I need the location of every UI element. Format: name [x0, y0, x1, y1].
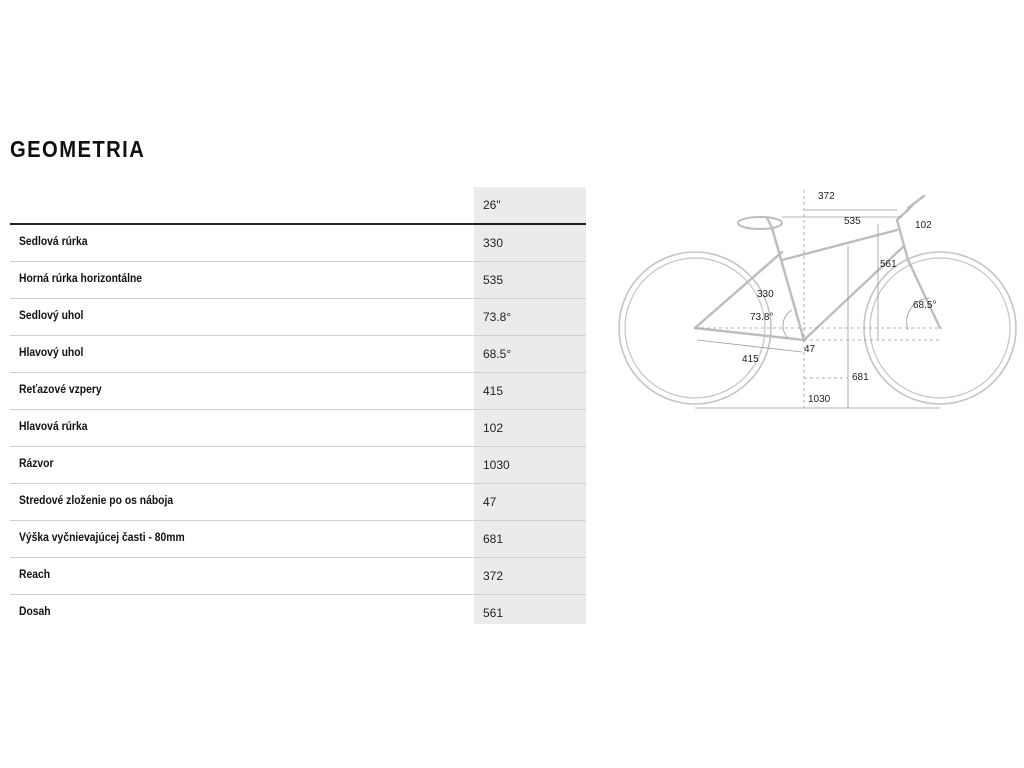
row-value: 415: [483, 384, 504, 398]
dim-standover: 681: [852, 372, 869, 383]
size-column-header: 26": [483, 198, 501, 212]
head-tube: [897, 220, 908, 260]
row-value: 73.8°: [483, 310, 512, 324]
dim-wheelbase: 1030: [808, 394, 831, 405]
table-row: [10, 484, 586, 521]
fork: [908, 260, 940, 328]
row-value: 330: [483, 236, 504, 250]
row-value: 561: [483, 606, 504, 620]
table-row: [10, 521, 586, 558]
dim-stack: 561: [880, 259, 897, 270]
row-label: Stredové zloženie po os náboja: [19, 495, 174, 507]
row-value: 47: [483, 495, 497, 509]
row-label: Rázvor: [19, 458, 54, 470]
row-value: 681: [483, 532, 504, 546]
dim-head-angle: 68.5°: [913, 300, 937, 311]
dim-top-tube: 535: [844, 216, 861, 227]
row-value: 1030: [483, 458, 510, 472]
table-row: [10, 558, 586, 595]
row-label: Reťazové vzpery: [19, 384, 102, 396]
row-value: 102: [483, 421, 504, 435]
dim-bb-drop: 47: [804, 344, 816, 355]
seatpost: [767, 218, 772, 228]
saddle: [738, 217, 782, 229]
chainstay-line: [697, 340, 802, 352]
seat-angle-arc: [783, 310, 792, 338]
geometry-table: [10, 187, 586, 631]
table-row: [10, 336, 586, 373]
page-title: GEOMETRIA: [10, 136, 146, 162]
table-row: [10, 410, 586, 447]
row-value: 372: [483, 569, 504, 583]
table-row: [10, 262, 586, 299]
dim-seat-angle: 73.8°: [750, 312, 774, 323]
dim-head-tube: 102: [915, 220, 932, 231]
table-header: [10, 187, 586, 225]
row-label: Horná rúrka horizontálne: [19, 273, 143, 285]
top-tube: [782, 230, 897, 260]
row-label: Reach: [19, 569, 51, 581]
row-label: Hlavový uhol: [19, 347, 84, 359]
table-row: [10, 225, 586, 262]
handlebar: [908, 196, 924, 208]
table-row: [10, 373, 586, 410]
table-row: [10, 595, 586, 631]
row-label: Dosah: [19, 606, 51, 618]
row-label: Hlavová rúrka: [19, 421, 88, 433]
table-row: [10, 299, 586, 336]
table-rows: [10, 225, 586, 631]
dim-seat-tube: 330: [757, 289, 774, 300]
row-value: 68.5°: [483, 347, 512, 361]
seat-tube: [772, 228, 804, 340]
dim-reach: 372: [818, 191, 835, 202]
bike-geometry-diagram: [612, 180, 1022, 420]
bike-geometry-drawing: [612, 180, 1022, 420]
row-label: Výška vyčnievajúcej časti - 80mm: [19, 532, 185, 544]
row-label: Sedlový uhol: [19, 310, 84, 322]
table-row: [10, 447, 586, 484]
row-label: Sedlová rúrka: [19, 236, 88, 248]
dim-chainstay: 415: [742, 354, 759, 365]
row-value: 535: [483, 273, 504, 287]
